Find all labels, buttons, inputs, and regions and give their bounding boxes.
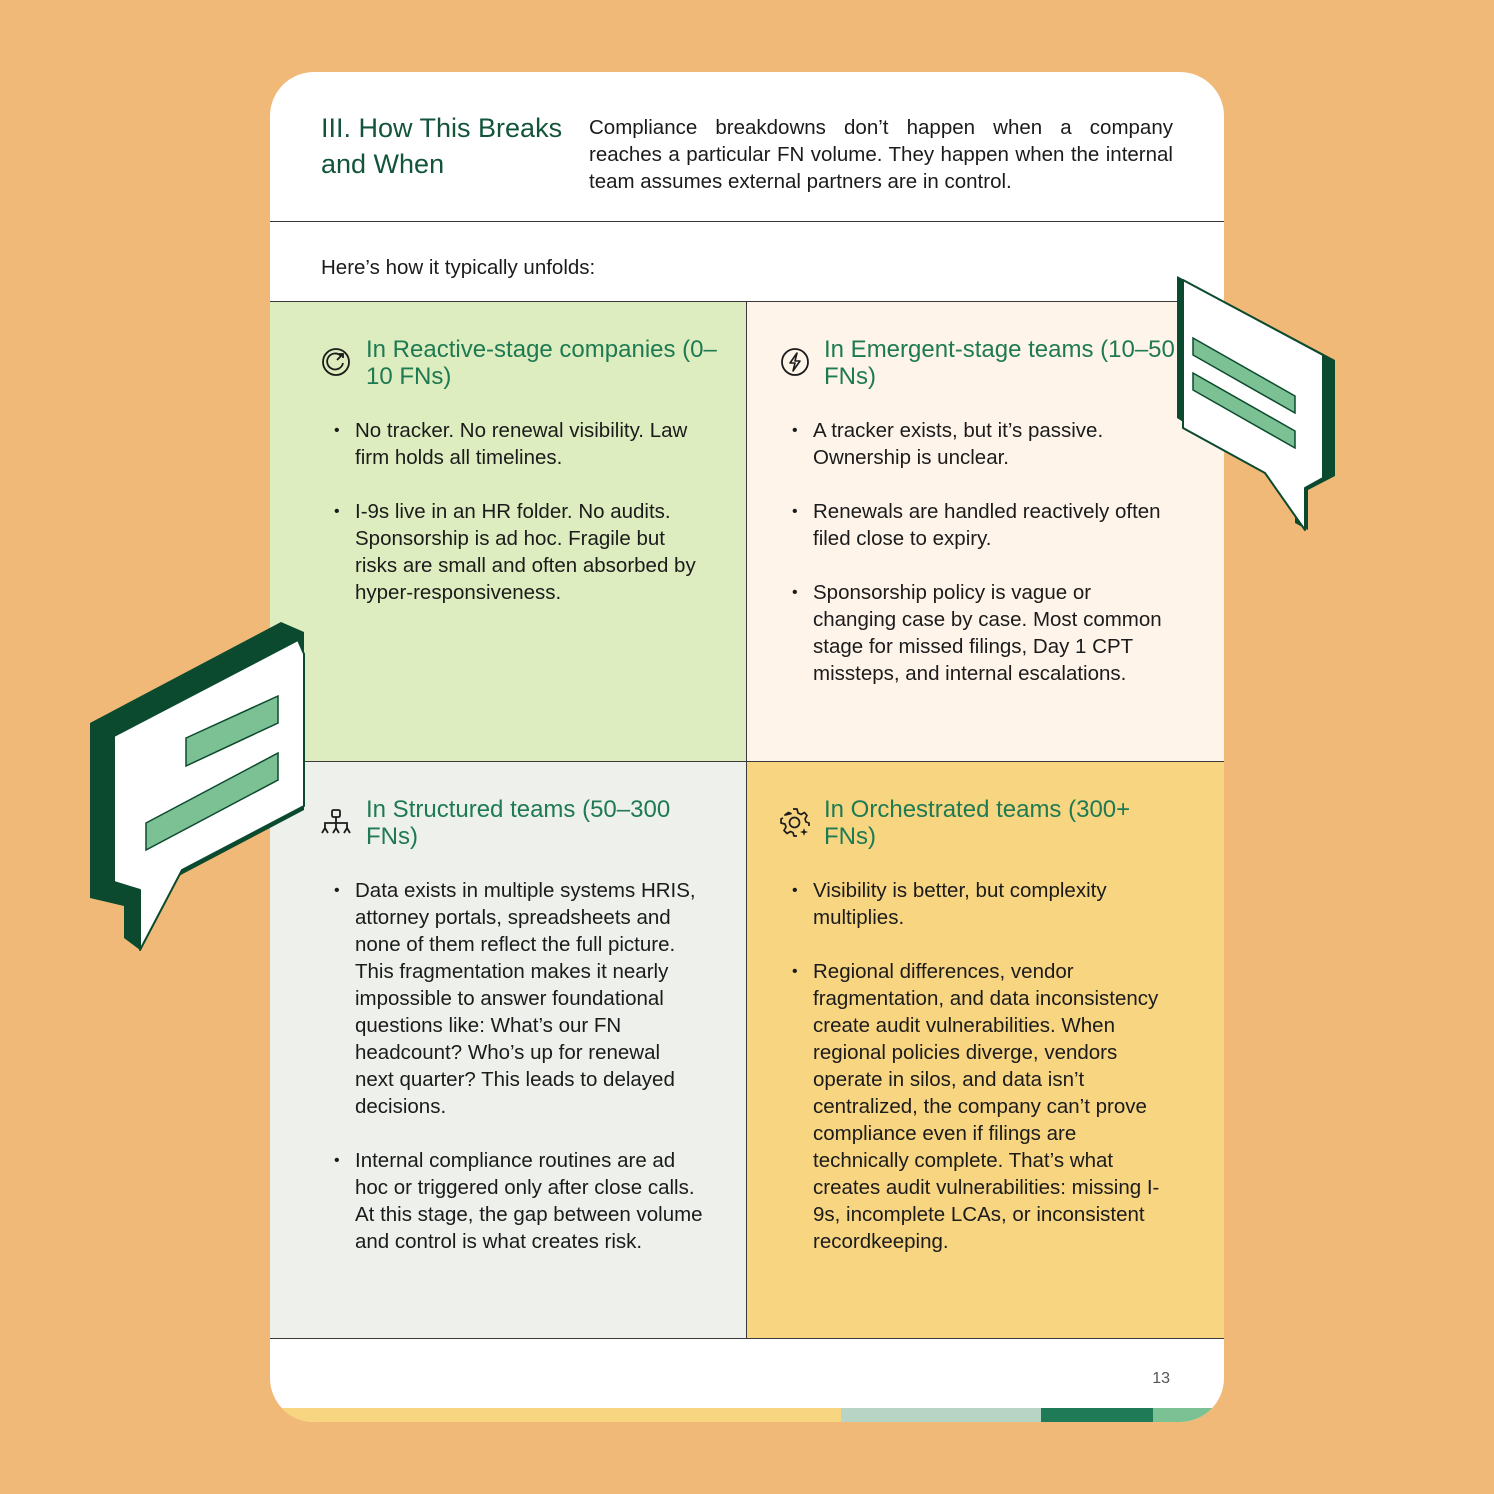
section-title: III. How This Breaks and When — [321, 113, 563, 179]
footer-color-bar — [270, 1408, 1224, 1422]
stage-title: In Orchestrated teams (300+ FNs) — [824, 796, 1131, 850]
list-item: • Regional differences, vendor fragmentation, and data inconsistency create audit vulnerabilities. When regional policies diverge, vendors operate in silos, and data isn’t centralized, the company can’t prove compliance even if filings are technically complete. That’s what creates audit vulnerabilities: missing I-9s, incomplete LCAs, or inconsistent recordkeeping. — [792, 958, 1167, 1255]
circular-arrow-icon — [320, 346, 352, 378]
bullet-list — [792, 417, 1167, 714]
list-item: • A tracker exists, but it’s passive. Ownership is unclear. — [792, 417, 1167, 471]
stage-card-reactive — [270, 302, 747, 762]
list-item: • Renewals are handled reactively often filed close to expiry. — [792, 498, 1167, 552]
stage-title: In Emergent-stage teams (10–50 FNs) — [824, 336, 1175, 390]
chat-bubble-icon — [1165, 268, 1345, 538]
org-chart-icon — [320, 806, 352, 838]
lead-text: Here’s how it typically unfolds: — [321, 256, 596, 279]
footer-segment — [1153, 1408, 1224, 1422]
bullet-list — [792, 877, 1167, 1282]
footer-segment — [841, 1408, 1041, 1422]
list-item: • Sponsorship policy is vague or changing case by case. Most common stage for missed filings, Day 1 CPT missteps, and internal escalations. — [792, 579, 1167, 687]
page-number: 13 — [1152, 1370, 1170, 1387]
bullet-list — [334, 417, 704, 633]
stage-title: In Structured teams (50–300 FNs) — [366, 796, 671, 850]
stage-card-emergent — [747, 302, 1224, 762]
list-item: • Visibility is better, but complexity multiplies. — [792, 877, 1167, 931]
list-item: • Data exists in multiple systems HRIS, attorney portals, spreadsheets and none of them reflect the full picture. This fragmentation makes it nearly impossible to answer foundational questions like: What’s our FN headcount? Who’s up for renewal next quarter? This leads to delayed decisions. — [334, 877, 704, 1120]
gear-sparkle-icon — [779, 806, 811, 838]
intro-paragraph: Compliance breakdowns don’t happen when a company reaches a particular FN volume. They happen when the internal team assumes external partners are in control. — [589, 116, 1173, 193]
footer-segment — [270, 1408, 841, 1422]
list-item: • I-9s live in an HR folder. No audits. Sponsorship is ad hoc. Fragile but risks are small and often absorbed by hyper-responsiveness. — [334, 498, 704, 606]
report-page — [270, 72, 1224, 1422]
chat-bubble-icon — [86, 618, 308, 954]
bullet-list — [334, 877, 704, 1282]
stage-card-orchestrated — [747, 762, 1224, 1339]
footer-segment — [1041, 1408, 1153, 1422]
stage-card-structured — [270, 762, 747, 1339]
list-item: • No tracker. No renewal visibility. Law firm holds all timelines. — [334, 417, 704, 471]
page-header — [270, 72, 1224, 222]
stage-title: In Reactive-stage companies (0–10 FNs) — [366, 336, 717, 390]
lightning-icon — [779, 346, 811, 378]
list-item: • Internal compliance routines are ad hoc or triggered only after close calls. At this stage, the gap between volume and control is what creates risk. — [334, 1147, 704, 1255]
